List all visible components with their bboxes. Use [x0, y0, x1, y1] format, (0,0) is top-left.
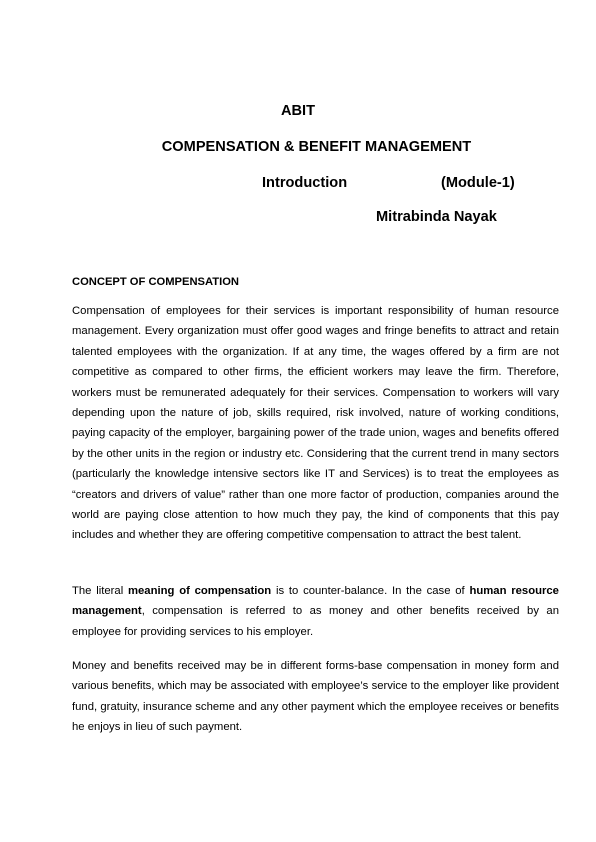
- course-title: COMPENSATION & BENEFIT MANAGEMENT: [161, 139, 472, 155]
- module-label: (Module-1): [441, 175, 515, 191]
- author-name: Mitrabinda Nayak: [376, 209, 497, 225]
- paragraph-benefits: Money and benefits received may be in different forms-base compensation in money form and various benefits, which may be associated with employee’s service to the employer like provident fund, gratuity, insurance scheme and any other payment which the employee receives or benefits he enjoys in lieu of such payment.: [72, 660, 559, 734]
- bold-term-hrm: human resource management: [72, 585, 559, 618]
- paragraph-concept: Compensation of employees for their services is important responsibility of human resource management. Every organization must offer good wages and fringe benefits to attract and retain talented employees with the organization. If at any time, the wages offered by a firm are not competitive as compared to other firms, the efficient workers may leave the firm. Therefore, workers must be remunerated adequately for their services. Compensation to workers will vary depending upon the nature of job, skills required, risk involved, nature of working conditions, paying capacity of the employer, bargaining power of the trade union, wages and benefits offered by the other units in the region or industry etc. Considering that the current trend in many sectors (particularly the knowledge intensive sectors like IT and Services) is to treat the employees as “creators and drivers of value” rather than one more factor of production, companies around the world are paying close attention to how much they pay, the kind of components that this pay includes and whether they are offering competitive compensation to attract the best talent.: [72, 305, 559, 542]
- paragraph-text: The literal: [72, 585, 128, 597]
- section-title: CONCEPT OF COMPENSATION: [72, 276, 239, 288]
- bold-term-meaning: meaning of compensation: [127, 585, 272, 597]
- topic-heading: Introduction: [262, 175, 348, 191]
- paragraph-text: , compensation is referred to as money and other benefits received by an employee for providing services to his employer.: [72, 605, 559, 638]
- paragraph-meaning: [72, 581, 559, 642]
- organization-heading: ABIT: [280, 103, 316, 119]
- paragraph-text: is to counter-balance. In the case of: [271, 585, 470, 597]
